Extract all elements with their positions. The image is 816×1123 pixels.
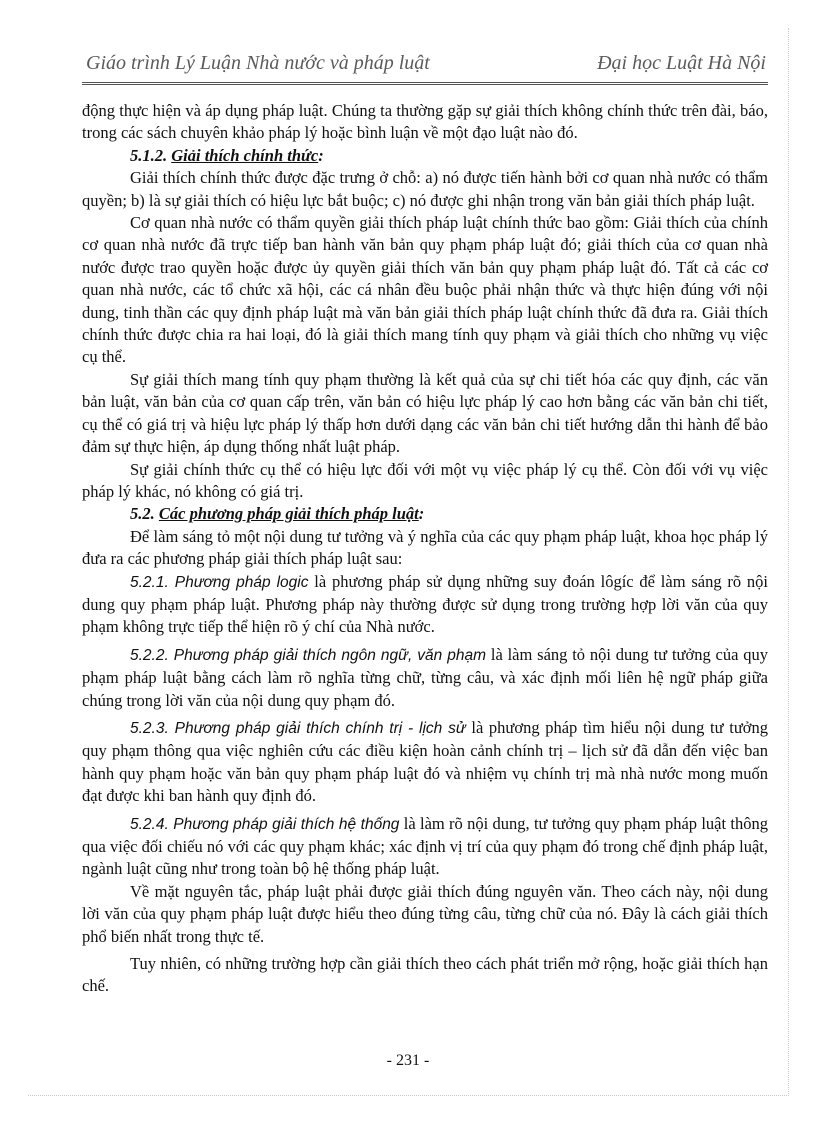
- heading-title: Các phương pháp giải thích pháp luật: [158, 504, 419, 524]
- method-label: 5.2.4. Phương pháp giải thích hệ thống: [130, 815, 400, 833]
- paragraph-method-language: [82, 644, 768, 712]
- paragraph-method-system: [82, 813, 768, 881]
- paragraph-normative-interpretation: Sự giải thích mang tính quy phạm thường là kết quả của sự chi tiết hóa các quy định, các văn bản luật, văn bản của cơ quan cấp trên, văn bản có hiệu lực pháp lý cao hơn bằng các văn bản chi tiết, cụ thể có giá trị và hiệu lực pháp lý thấp hơn dưới dạng các văn bản chi tiết hướng dẫn thi hành để bảo đảm sự thực hiện, áp dụng thống nhất luật pháp.: [82, 369, 768, 457]
- heading-5-1-2: [82, 145, 768, 167]
- header-book-title: Giáo trình Lý Luận Nhà nước và pháp luật: [86, 52, 430, 74]
- paragraph-continuation: động thực hiện và áp dụng pháp luật. Chúng ta thường gặp sự giải thích không chính thức trên đài, báo, trong các sách chuyên khảo pháp lý hoặc bình luận về một đạo luật nào đó.: [82, 101, 768, 143]
- method-text: là phương pháp tìm hiểu nội dung tư tưởng quy phạm thông qua việc nghiên cứu các điều kiện hoàn cảnh chính trị – lịch sử đã dẫn đến việc ban hành quy phạm hoặc văn bản quy phạm pháp luật đó và nhiệm vụ chính trị mà nhà nước mong muốn đạt được khi ban hành quy định đó.: [82, 717, 768, 806]
- paragraph-official-characteristics: Giải thích chính thức được đặc trưng ở chỗ: a) nó được tiến hành bởi cơ quan nhà nước có thẩm quyền; b) là sự giải thích có hiệu lực bắt buộc; c) nó được ghi nhận trong văn bản giải thích pháp luật.: [82, 168, 768, 210]
- heading-number: 5.2.: [130, 504, 155, 524]
- paragraph-competent-bodies: Cơ quan nhà nước có thẩm quyền giải thích pháp luật chính thức bao gồm: Giải thích của chính cơ quan nhà nước đã trực tiếp ban hành văn bản quy phạm pháp luật đó; giải thích của cơ quan nhà nước được trao quyền hoặc được ủy quyền giải thích văn bản quy phạm pháp luật đó. Tất cả các cơ quan nhà nước, các tổ chức xã hội, các cá nhân đều buộc phải nhận thức và thực hiện đúng với nội dung, tinh thần các quy định pháp luật mà văn bản giải thích pháp luật chính thức đã đưa ra. Giải thích chính thức được chia ra hai loại, đó là giải thích mang tính quy phạm và giải thích cho những vụ việc cụ thể.: [82, 213, 768, 367]
- page-content: [82, 100, 768, 998]
- heading-5-2: [82, 503, 768, 525]
- paragraph-extended-interpretation: Tuy nhiên, có những trường hợp cần giải thích theo cách phát triển mở rộng, hoặc giải thích hạn chế.: [82, 954, 768, 996]
- method-text: là phương pháp sử dụng những suy đoán lôgíc để làm sáng rõ nội dung quy phạm pháp luật. Phương pháp này thường được sử dụng trong trường hợp lời văn của quy phạm không trực tiếp thể hiện rõ ý chí của Nhà nước.: [82, 571, 768, 637]
- method-label: 5.2.1. Phương pháp logic: [130, 573, 309, 591]
- heading-colon: :: [318, 145, 324, 165]
- paragraph-method-political-historical: [82, 717, 768, 808]
- method-text: là làm sáng tỏ nội dung tư tưởng của quy phạm pháp luật bằng cách làm rõ nghĩa từng chữ, từng câu, và xác định mối liên hệ ngữ pháp giữa chúng trong lời văn của nội dung quy phạm đó.: [82, 644, 768, 710]
- method-text: là làm rõ nội dung, tư tưởng quy phạm pháp luật thông qua việc đối chiếu nó với các quy phạm khác; xác định vị trí của quy phạm đó trong chế định pháp luật, ngành luật cũng như trong toàn bộ hệ thống pháp luật.: [82, 813, 768, 879]
- method-label: 5.2.2. Phương pháp giải thích ngôn ngữ, văn phạm: [130, 646, 487, 664]
- paragraph-method-logic: [82, 571, 768, 639]
- method-label: 5.2.3. Phương pháp giải thích chính trị - lịch sử: [130, 719, 466, 737]
- paragraph-literal-interpretation: Về mặt nguyên tắc, pháp luật phải được giải thích đúng nguyên văn. Theo cách này, nội dung lời văn của quy phạm pháp luật được hiểu theo đúng từng câu, từng chữ của nó. Đây là cách giải thích phổ biến nhất trong thực tế.: [82, 881, 768, 946]
- paragraph-case-interpretation: Sự giải chính thức cụ thể có hiệu lực đối với một vụ việc pháp lý cụ thể. Còn đối với vụ việc pháp lý khác, nó không có giá trị.: [82, 459, 768, 501]
- heading-number: 5.1.2.: [130, 145, 168, 165]
- heading-title: Giải thích chính thức: [171, 145, 319, 165]
- header-institution: Đại học Luật Hà Nội: [597, 52, 766, 74]
- paragraph-methods-intro: Để làm sáng tỏ một nội dung tư tưởng và ý nghĩa của các quy phạm pháp luật, khoa học pháp lý đưa ra các phương pháp giải thích pháp luật sau:: [82, 526, 768, 569]
- heading-colon: :: [418, 504, 425, 524]
- page-number: - 231 -: [386, 1052, 430, 1069]
- running-header: [82, 50, 768, 85]
